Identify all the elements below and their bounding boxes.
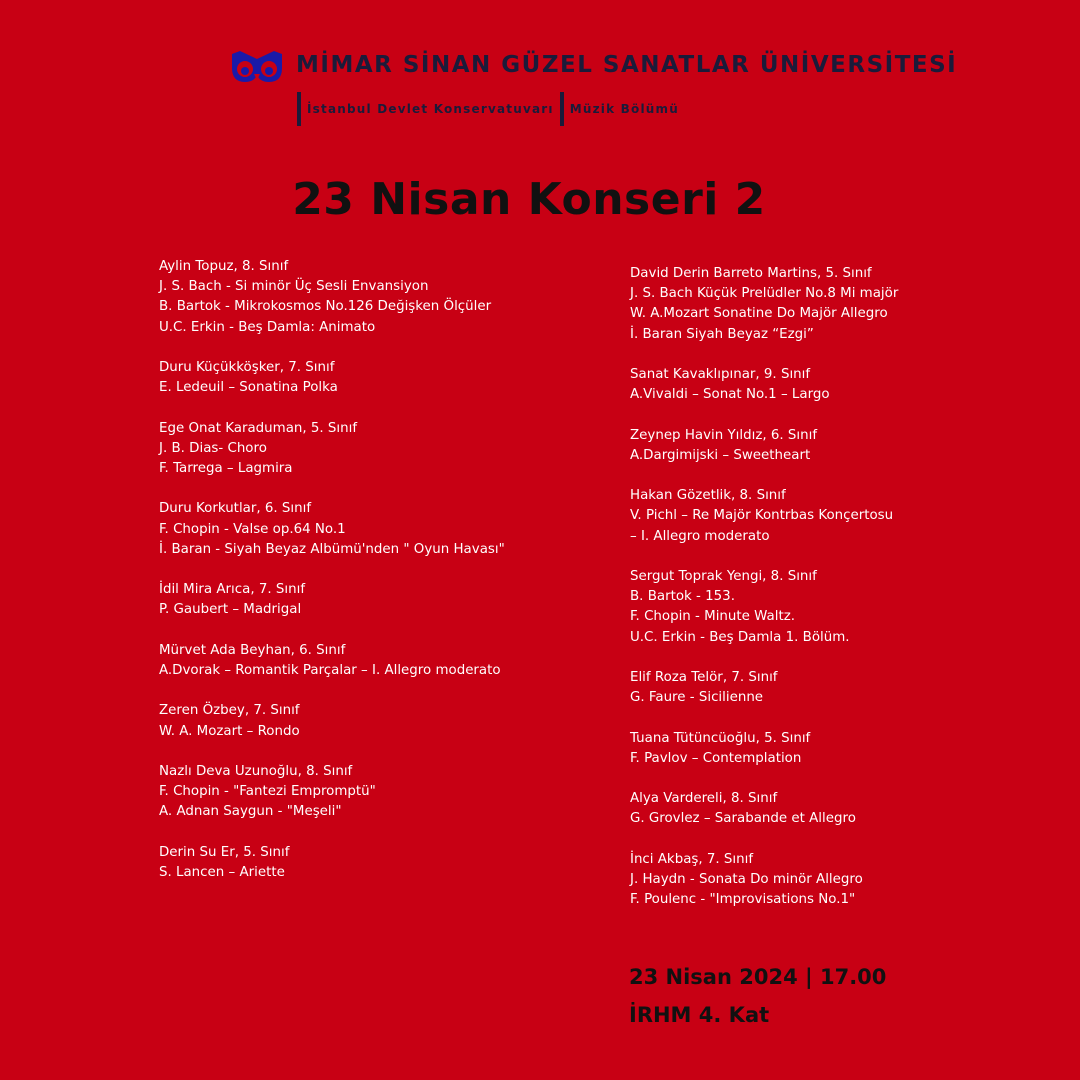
performer-entry bbox=[159, 762, 599, 823]
piece-title: U.C. Erkin - Beş Damla: Animato bbox=[159, 319, 376, 335]
performer-entry bbox=[630, 668, 1060, 708]
piece-title: E. Ledeuil – Sonatina Polka bbox=[159, 380, 338, 396]
conservatory-name: İstanbul Devlet Konservatuvarı bbox=[307, 102, 554, 116]
owl-eyes-icon bbox=[230, 50, 284, 84]
piece-title: A. Adnan Saygun - "Meşeli" bbox=[159, 804, 342, 820]
performer-name: İnci Akbaş, 7. Sınıf bbox=[630, 851, 754, 867]
piece-title: G. Faure - Sicilienne bbox=[630, 690, 764, 706]
performer-entry bbox=[159, 843, 599, 883]
piece-title: J. S. Bach Küçük Prelüdler No.8 Mi majör bbox=[630, 286, 899, 302]
performer-entry bbox=[630, 486, 1060, 547]
performer-name: Elif Roza Telör, 7. Sınıf bbox=[630, 669, 778, 685]
piece-title: S. Lancen – Ariette bbox=[159, 864, 285, 880]
piece-title: A.Dvorak – Romantik Parçalar – I. Allegro moderato bbox=[159, 662, 501, 678]
sub-header bbox=[297, 92, 685, 126]
performer-name: Duru Korkutlar, 6. Sınıf bbox=[159, 501, 312, 517]
piece-title: F. Chopin - "Fantezi Empromptü" bbox=[159, 784, 376, 800]
performer-name: Zeynep Havin Yıldız, 6. Sınıf bbox=[630, 427, 818, 443]
event-venue: İRHM 4. Kat bbox=[629, 1003, 770, 1027]
performer-name: Sergut Toprak Yengi, 8. Sınıf bbox=[630, 568, 817, 584]
performer-name: Mürvet Ada Beyhan, 6. Sınıf bbox=[159, 642, 346, 658]
performer-name: Aylin Topuz, 8. Sınıf bbox=[159, 259, 289, 274]
performer-entry bbox=[630, 365, 1060, 405]
piece-title: B. Bartok - 153. bbox=[630, 589, 735, 605]
performer-entry bbox=[630, 426, 1060, 466]
performer-name: Hakan Gözetlik, 8. Sınıf bbox=[630, 488, 786, 504]
performer-name: David Derin Barreto Martins, 5. Sınıf bbox=[630, 266, 872, 281]
piece-title: İ. Baran - Siyah Beyaz Albümü'nden " Oyun Havası" bbox=[159, 541, 505, 557]
piece-title: – I. Allegro moderato bbox=[630, 528, 770, 544]
piece-title: İ. Baran Siyah Beyaz “Ezgi” bbox=[630, 326, 814, 342]
piece-title: F. Pavlov – Contemplation bbox=[630, 750, 802, 766]
header bbox=[0, 0, 1080, 140]
performer-name: Sanat Kavaklıpınar, 9. Sınıf bbox=[630, 367, 811, 382]
performer-entry bbox=[159, 580, 599, 620]
event-info bbox=[629, 958, 886, 1034]
piece-title: B. Bartok - Mikrokosmos No.126 Değişken Ölçüler bbox=[159, 299, 492, 315]
university-name: MİMAR SİNAN GÜZEL SANATLAR ÜNİVERSİTESİ bbox=[296, 52, 958, 78]
piece-title: J. B. Dias- Choro bbox=[159, 440, 267, 456]
piece-title: J. Haydn - Sonata Do minör Allegro bbox=[630, 871, 863, 887]
event-date-time: 23 Nisan 2024 | 17.00 bbox=[629, 965, 887, 989]
performer-entry bbox=[630, 264, 1060, 345]
piece-title: J. S. Bach - Si minör Üç Sesli Envansiyon bbox=[159, 279, 429, 295]
performer-entry bbox=[159, 499, 599, 560]
performer-entry bbox=[630, 850, 1060, 911]
department-name: Müzik Bölümü bbox=[569, 102, 679, 116]
program-left-column bbox=[159, 257, 599, 903]
piece-title: A.Dargimijski – Sweetheart bbox=[630, 447, 811, 463]
performer-entry bbox=[159, 257, 599, 338]
performer-name: Duru Küçükköşker, 7. Sınıf bbox=[159, 360, 335, 375]
piece-title: F. Chopin - Minute Waltz. bbox=[630, 609, 795, 625]
performer-entry bbox=[630, 567, 1060, 648]
performer-entry bbox=[159, 358, 599, 398]
performer-name: İdil Mira Arıca, 7. Sınıf bbox=[159, 582, 306, 598]
performer-entry bbox=[630, 729, 1060, 769]
piece-title: A.Vivaldi – Sonat No.1 – Largo bbox=[630, 387, 830, 403]
piece-title: F. Tarrega – Lagmira bbox=[159, 461, 293, 476]
program-right-column bbox=[630, 264, 1060, 931]
piece-title: F. Poulenc - "Improvisations No.1" bbox=[630, 892, 856, 908]
piece-title: W. A. Mozart – Rondo bbox=[159, 723, 300, 739]
performer-name: Derin Su Er, 5. Sınıf bbox=[159, 844, 290, 860]
performer-entry bbox=[159, 419, 599, 480]
performer-entry bbox=[159, 641, 599, 681]
piece-title: W. A.Mozart Sonatine Do Majör Allegro bbox=[630, 306, 888, 322]
piece-title: U.C. Erkin - Beş Damla 1. Bölüm. bbox=[630, 629, 850, 645]
performer-name: Nazlı Deva Uzunoğlu, 8. Sınıf bbox=[159, 763, 353, 779]
performer-name: Zeren Özbey, 7. Sınıf bbox=[159, 703, 300, 719]
piece-title: F. Chopin - Valse op.64 No.1 bbox=[159, 521, 346, 537]
piece-title: G. Grovlez – Sarabande et Allegro bbox=[630, 811, 856, 827]
piece-title: V. Pichl – Re Majör Kontrbas Konçertosu bbox=[630, 508, 894, 524]
performer-name: Ege Onat Karaduman, 5. Sınıf bbox=[159, 420, 358, 436]
performer-name: Alya Vardereli, 8. Sınıf bbox=[630, 791, 778, 807]
piece-title: P. Gaubert – Madrigal bbox=[159, 602, 302, 618]
performer-name: Tuana Tütüncüoğlu, 5. Sınıf bbox=[630, 730, 811, 746]
concert-title: 23 Nisan Konseri 2 bbox=[292, 174, 766, 225]
performer-entry bbox=[630, 789, 1060, 829]
performer-entry bbox=[159, 701, 599, 741]
